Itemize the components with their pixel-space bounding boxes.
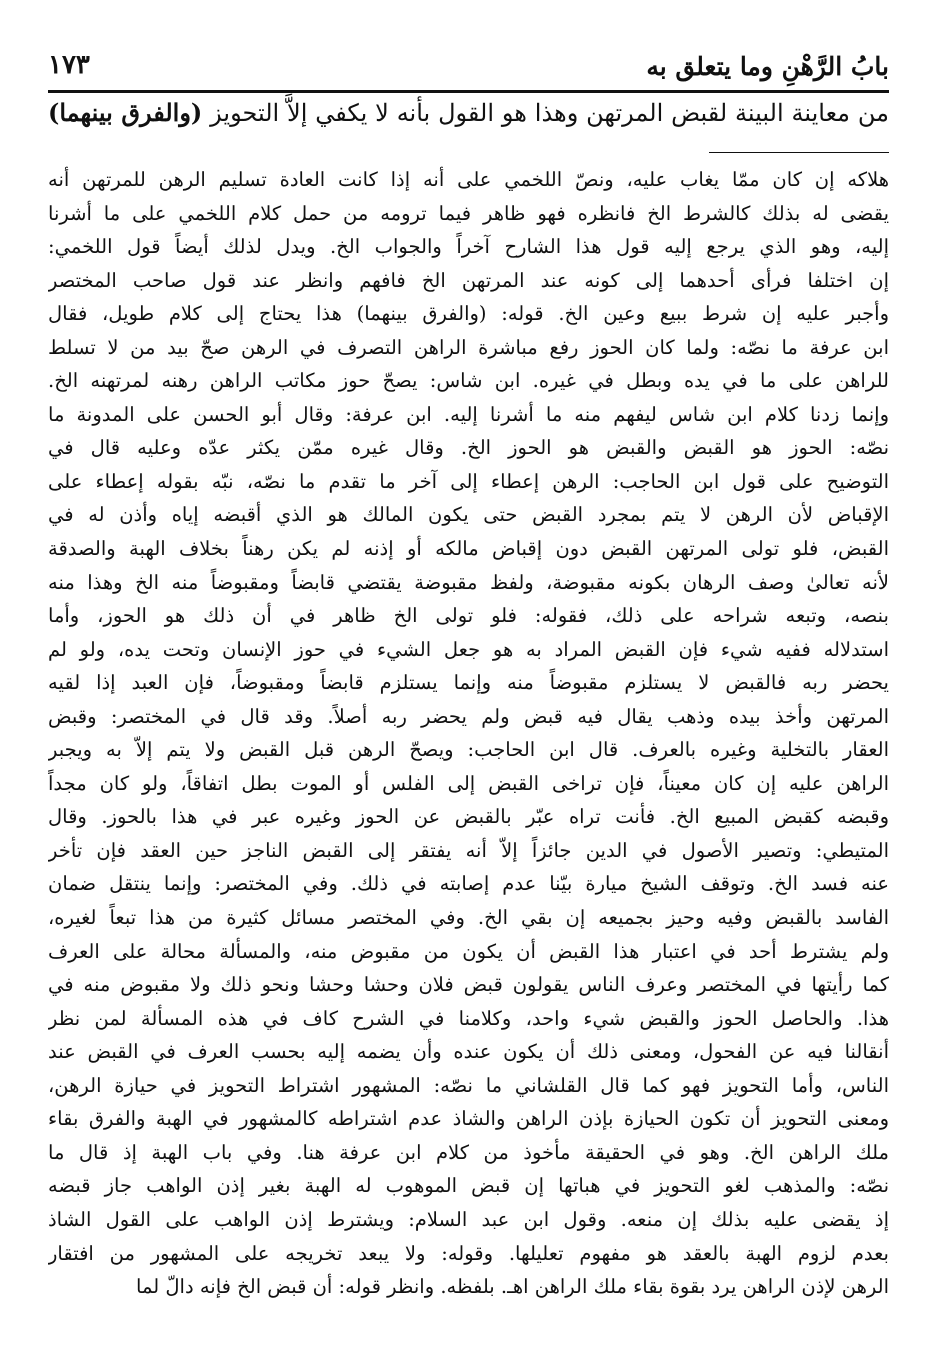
page-number: ١٧٣ bbox=[48, 50, 90, 80]
commentary-line: ومعنى التحويز أن تكون الحيازة بإذن الراهن والشاذ عدم اشتراطه كالمشهور في الهبة والفرق بقاء bbox=[48, 1107, 889, 1131]
commentary-line: نصّه: والمذهب لغو التحويز في هباتها إن قبض الموهوب له الهبة بغير إذن الواهب جاز قبضه bbox=[48, 1174, 889, 1198]
commentary-line: وأجبر عليه إن شرط ببيع وعين الخ. قوله: (والفرق بينهما) هذا يحتاج إلى كلام طويل، فقال bbox=[48, 302, 889, 326]
header-rule bbox=[48, 90, 889, 93]
commentary-line: العقار بالتخلية وغيره بالعرف. قال ابن الحاجب: ويصحّ الرهن قبل القبض ولا يتم إلاّ به ويجبر bbox=[48, 738, 889, 762]
commentary-line: إن اختلفا فرأى أحدهما إلى كونه عند المرتهن الخ فافهم وانظر عند قول صاحب المختصر bbox=[48, 268, 889, 292]
commentary-line: هذا. والحاصل الحوز والقبض شيء واحد، وكلامنا في الشرح كاف في هذه المسألة لمن نظر bbox=[48, 1006, 889, 1030]
commentary-line: أنقالنا فيه عن الفحول، ومعنى ذلك أن يكون عنده وأن يضمه إليه بحسب العرف في القبض عند bbox=[48, 1040, 889, 1064]
commentary-line: يحضر ربه فالقبض لا يستلزم مقبوضاً منه وإنما يستلزم قابضاً ومقبوضاً، فإن العبد إذا لقيه bbox=[48, 671, 889, 695]
main-text-line bbox=[48, 98, 889, 142]
commentary-line: للراهن على ما في يده وبطل في غيره. ابن شاس: يصحّ حوز مكاتب الراهن رهنه لمرتهنه الخ. bbox=[48, 369, 889, 393]
commentary-line: بعدم لزوم الهبة بالعقد هو مفهوم تعليلها. وقوله: ولا يبعد تخريجه على المشهور من افتقار bbox=[48, 1241, 889, 1265]
commentary-line: المتيطي: وتصير الأصول في الدين جائزاً إلاّ أنه يفتقر إلى القبض الناجز حين العقد فإن تأخر bbox=[48, 838, 889, 862]
commentary-line: الفاسد بالقبض وفيه وحيز بجميعه إن بقي الخ. وفي المختصر مسائل كثيرة من هذا تبعاً لغيره، bbox=[48, 906, 889, 930]
commentary-line: ملك الراهن الخ. وهو في الحقيقة مأخوذ من كلام ابن عرفة هنا. وفي باب الهبة إذ قال ما bbox=[48, 1140, 889, 1164]
commentary-line: وقبضه كقبض المبيع الخ. فأنت تراه عبّر بالقبض عن الحوز وغيره عبر في هذا بالحوز. وقال bbox=[48, 805, 889, 829]
commentary-line: التوضيح على قول ابن الحاجب: الرهن إعطاء إلى آخر ما تقدم ما نصّه، نبّه بقوله إعطاء على bbox=[48, 469, 889, 493]
commentary-line: لأنه تعالىٰ وصف الرهان بكونه مقبوضة، ولفظ مقبوضة يقتضي قابضاً ومقبوضاً منه الخ وهذا منه bbox=[48, 570, 889, 594]
commentary-line: القبض، فلو تولى المرتهن القبض دون إقباض مالكه أو إذنه لم يكن رهناً بخلاف الهبة والصدقة bbox=[48, 537, 889, 561]
commentary-line: الناس، وأما التحويز فهو كما قال القلشاني ما نصّه: المشهور اشتراط التحويز في حيازة الرهن، bbox=[48, 1073, 889, 1097]
commentary-line: إذ يقضى عليه بذلك إن منعه. وقول ابن عبد السلام: ويشترط إذن الواهب على القول الشاذ bbox=[48, 1207, 889, 1231]
main-text-bold-quote: (والفرق بينهما) bbox=[48, 98, 203, 127]
commentary-line: الراهن عليه إن كان معيناً، فإن تراخى القبض إلى الفلس أو الموت بطل اتفاقاً، ولو كان مجداً bbox=[48, 771, 889, 795]
commentary-line: يقضى له بذلك كالشرط الخ فانظره فهو ظاهر فيما ترومه من حمل كلام اللخمي على ما أشرنا bbox=[48, 201, 889, 225]
commentary-line: كما رأيتها في المختصر وعرف الناس يقولون قبض فلان وحشا وحشا ونحو ذلك ولا مقبوض منه في bbox=[48, 973, 889, 997]
footnote-separator bbox=[709, 152, 889, 153]
main-text: من معاينة البينة لقبض المرتهن وهذا هو القول بأنه لا يكفي إلاَّ التحويز bbox=[210, 99, 889, 127]
commentary-line: الإقباض لأن الرهن لا يتم بمجرد القبض حتى يكون المالك هو الذي أقبضه إياه وأذن له في bbox=[48, 503, 889, 527]
commentary-line: بنصه، وتبعه شراحه على ذلك، فقوله: فلو تولى الخ ظاهر في أن ذلك هو الحوز، وأما bbox=[48, 604, 889, 628]
commentary-line: هلاكه إن كان ممّا يغاب عليه، ونصّ اللخمي على أنه إذا كانت العادة تسليم الرهن للمرتهن أنه bbox=[48, 168, 889, 191]
commentary-line: ابن عرفة ما نصّه: ولما كان الحوز رفع مباشرة الراهن التصرف في الرهن صحّ بيد من لا تسلط bbox=[48, 335, 889, 359]
commentary-line: المرتهن وأخذ بيده وذهب يقال فيه قبض ولم يحضر ربه أصلاً. وقد قال في المختصر: وقبض bbox=[48, 704, 889, 728]
commentary-line: إليه، وهو الذي يرجع إليه قول هذا الشارح آخراً والجواب الخ. ويدل لذلك أيضاً قول اللخمي: bbox=[48, 235, 889, 259]
commentary-line: الرهن لإذن الراهن يرد بقوة بقاء ملك الراهن اهـ. بلفظه. وانظر قوله: أن قبض الخ فإنه دالّ لما bbox=[136, 1275, 889, 1299]
commentary-line: عنه فسد الخ. وتوقف الشيخ ميارة بيّنا عدم إصابته في ذلك. وفي المختصر: وإنما ينتقل ضمان bbox=[48, 872, 889, 896]
chapter-title: بابُ الرَّهْنِ وما يتعلق به bbox=[646, 52, 889, 81]
commentary-line: ولم يشترط أحد في اعتبار هذا القبض أن يكون من مقبوض منه، والمسألة محالة على العرف bbox=[48, 939, 889, 963]
page-header bbox=[48, 44, 889, 90]
commentary-line: نصّه: الحوز هو القبض والقبض هو الحوز الخ. وقال غيره ممّن يكثر عدّه وعليه قال في bbox=[48, 436, 889, 460]
commentary-body bbox=[48, 163, 889, 1304]
commentary-line: استدلاله ففيه شيء فإن القبض المراد به هو جعل الشيء في حوز الإنسان وتحت يده، ولو لم bbox=[48, 637, 889, 661]
commentary-line: وإنما زدنا كلام ابن شاس ليفهم منه ما أشرنا إليه. ابن عرفة: وقال أبو الحسن على المدونة ما bbox=[48, 402, 889, 426]
